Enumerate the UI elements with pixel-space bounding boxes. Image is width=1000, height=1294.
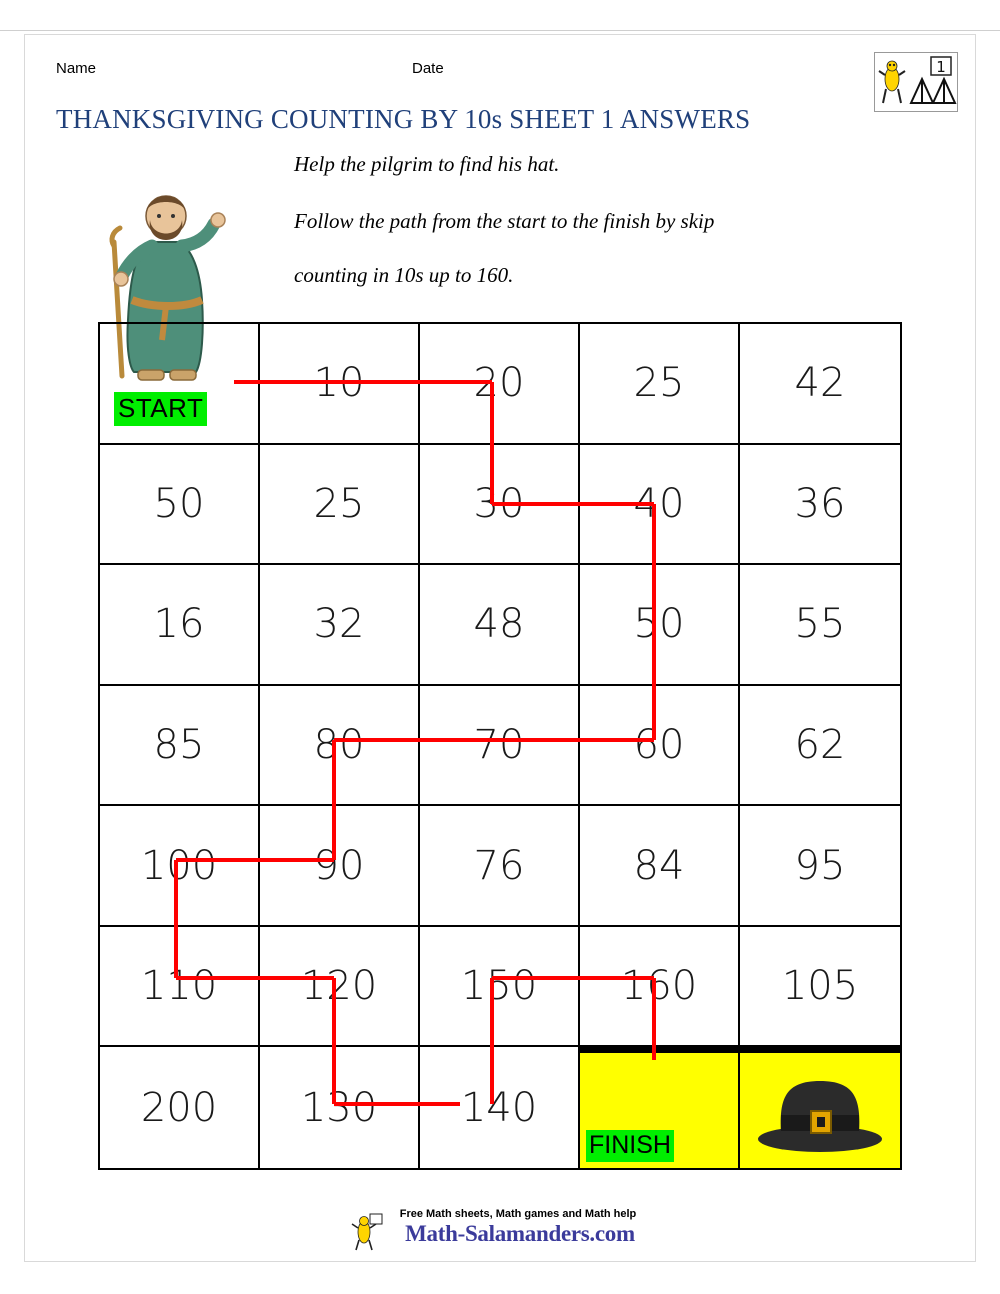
svg-text:1: 1 xyxy=(936,58,946,76)
grid-cell-r1c4: 25 xyxy=(580,324,740,445)
grid-cell-r6c1: 110 xyxy=(100,927,260,1048)
grid-cell-r1c3: 20 xyxy=(420,324,580,445)
footer-url[interactable]: Math-Salamanders.com xyxy=(405,1221,635,1246)
grid-cell-r5c1: 100 xyxy=(100,806,260,927)
logo-art-icon xyxy=(875,53,957,111)
number-grid xyxy=(98,322,902,1170)
grid-cell-r4c4: 60 xyxy=(580,686,740,807)
finish-badge: FINISH xyxy=(586,1130,674,1162)
grid-cell-r6c2: 120 xyxy=(260,927,420,1048)
page-title: THANKSGIVING COUNTING BY 10s SHEET 1 ANSWERS xyxy=(56,104,751,134)
start-badge: START xyxy=(114,392,207,426)
grid-cell-r4c1: 85 xyxy=(100,686,260,807)
grid-cell-r7c2: 130 xyxy=(260,1047,420,1168)
footer-salamander-icon xyxy=(348,1212,388,1252)
grid-cell-r5c4: 84 xyxy=(580,806,740,927)
grid-cell-r2c1: 50 xyxy=(100,445,260,566)
instruction-line-1: Help the pilgrim to find his hat. xyxy=(294,152,560,176)
salamanders-logo xyxy=(874,52,958,112)
pilgrim-hat-icon xyxy=(745,1063,895,1158)
grid-cell-r7c3: 140 xyxy=(420,1047,580,1168)
instruction-line-2: Follow the path from the start to the finish by skip xyxy=(294,209,715,233)
grid-cell-r2c5: 36 xyxy=(740,445,900,566)
grid-cell-r4c5: 62 xyxy=(740,686,900,807)
grid-cell-r2c2: 25 xyxy=(260,445,420,566)
grid-cell-r5c5: 95 xyxy=(740,806,900,927)
grid-cell-r7c5 xyxy=(740,1047,900,1168)
grid-cell-r3c3: 48 xyxy=(420,565,580,686)
grid-cell-r4c2: 80 xyxy=(260,686,420,807)
grid-cell-r3c1: 16 xyxy=(100,565,260,686)
grid-cell-r1c5: 42 xyxy=(740,324,900,445)
grid-cell-r7c1: 200 xyxy=(100,1047,260,1168)
grid-cell-r3c5: 55 xyxy=(740,565,900,686)
grid-cell-r5c3: 76 xyxy=(420,806,580,927)
grid-cell-r2c4: 40 xyxy=(580,445,740,566)
grid-cell-r3c4: 50 xyxy=(580,565,740,686)
grid-cell-r4c3: 70 xyxy=(420,686,580,807)
grid-cell-r5c2: 90 xyxy=(260,806,420,927)
date-label: Date xyxy=(412,60,444,77)
grid-cell-r6c3: 150 xyxy=(420,927,580,1048)
grid-cell-r7c4 xyxy=(580,1047,740,1168)
instruction-line-3: counting in 10s up to 160. xyxy=(294,263,514,287)
grid-cell-r3c2: 32 xyxy=(260,565,420,686)
grid-cell-r1c1 xyxy=(100,324,260,445)
footer xyxy=(0,1208,1000,1247)
grid-cell-r6c5: 105 xyxy=(740,927,900,1048)
grid-cell-r6c4: 160 xyxy=(580,927,740,1048)
name-label: Name xyxy=(56,60,97,77)
grid-cell-r1c2: 10 xyxy=(260,324,420,445)
grid-cell-r2c3: 30 xyxy=(420,445,580,566)
footer-tagline: Free Math sheets, Math games and Math help xyxy=(399,1208,637,1220)
